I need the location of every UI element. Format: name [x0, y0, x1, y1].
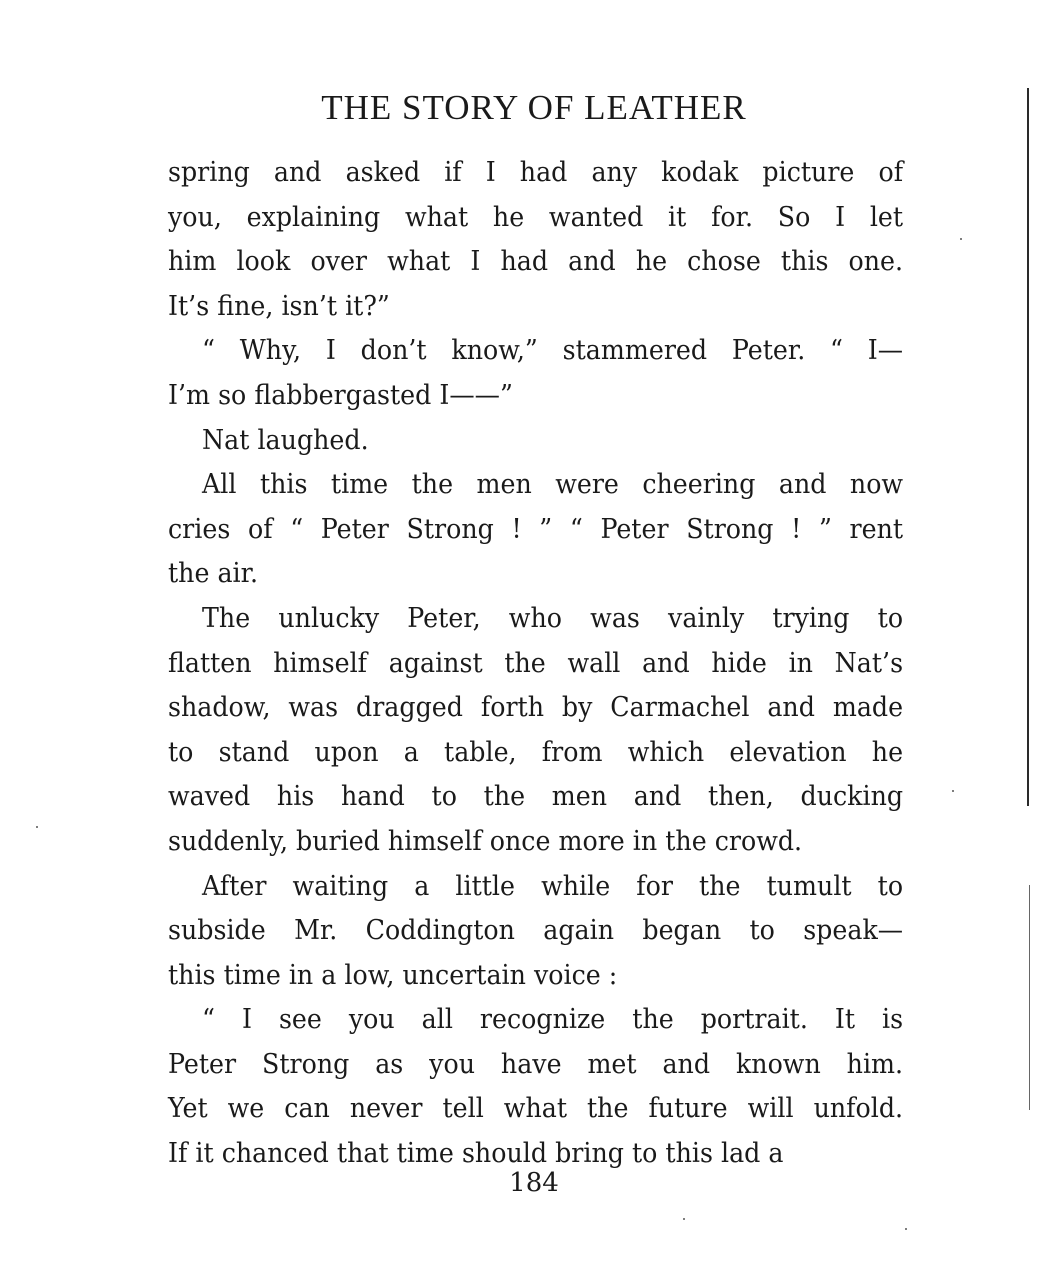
scan-speck [952, 790, 954, 792]
page-edge-shadow-upper [1027, 88, 1029, 806]
text-line: Peter Strong as you have met and known him. [168, 1047, 904, 1080]
text-line: shadow, was dragged forth by Carmachel and made [168, 691, 904, 724]
paragraph [168, 150, 903, 328]
paragraph [168, 418, 903, 463]
paragraph [168, 864, 903, 998]
page-edge-shadow-lower [1029, 885, 1030, 1110]
scan-speck [960, 238, 962, 240]
paragraph [168, 462, 903, 596]
text-line: Nat laughed. [202, 423, 369, 456]
text-line: cries of “ Peter Strong ! ” “ Peter Strong ! ” rent [168, 512, 904, 545]
body-text [168, 150, 903, 1176]
text-line: Yet we can never tell what the future will unfold. [168, 1092, 904, 1125]
text-line: All this time the men were cheering and now [202, 468, 904, 501]
text-line: If it chanced that time should bring to this lad a [168, 1137, 784, 1170]
paragraph [168, 328, 903, 417]
scan-speck [683, 1218, 685, 1220]
text-line: suddenly, buried himself once more in the crowd. [168, 824, 803, 857]
text-line: the air. [168, 557, 259, 590]
scan-speck [36, 826, 38, 828]
text-line: this time in a low, uncertain voice : [168, 958, 618, 991]
scan-speck [905, 1228, 907, 1230]
text-line: After waiting a little while for the tumult to [202, 869, 904, 902]
paragraph [168, 997, 903, 1175]
text-line: you, explaining what he wanted it for. So I let [168, 200, 904, 233]
text-line: It’s fine, isn’t it?” [168, 289, 390, 322]
text-line: to stand upon a table, from which elevation he [168, 735, 904, 768]
text-line: “ Why, I don’t know,” stammered Peter. “ I— [202, 334, 904, 367]
page-number: 184 [509, 1168, 559, 1198]
text-line: him look over what I had and he chose this one. [168, 245, 904, 278]
text-line: The unlucky Peter, who was vainly trying to [202, 601, 904, 634]
text-line: waved his hand to the men and then, ducking [168, 780, 904, 813]
text-line: flatten himself against the wall and hide in Nat’s [168, 646, 904, 679]
running-head: THE STORY OF LEATHER [321, 88, 747, 127]
text-line: I’m so flabbergasted I——” [168, 378, 513, 411]
paragraph [168, 596, 903, 864]
text-line: “ I see you all recognize the portrait. It is [202, 1003, 904, 1036]
text-line: spring and asked if I had any kodak picture of [168, 156, 904, 188]
text-line: subside Mr. Coddington again began to speak— [168, 914, 904, 947]
